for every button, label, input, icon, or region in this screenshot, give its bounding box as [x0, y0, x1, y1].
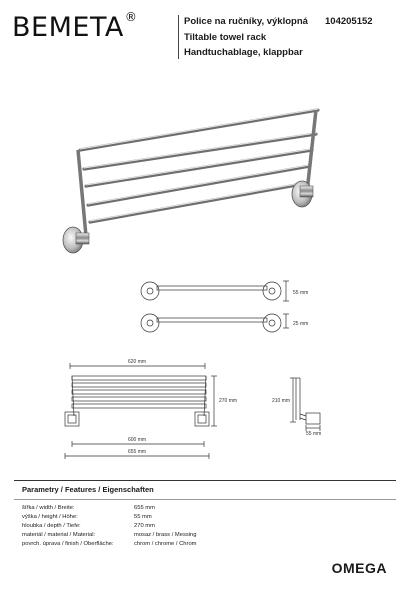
parameter-row [22, 513, 292, 522]
parameters-bottom-rule [14, 499, 396, 500]
parameter-row [22, 504, 292, 513]
parameter-value: 270 mm [134, 523, 155, 529]
parameters-title: Parametry / Features / Eigenschaften [22, 485, 154, 494]
parameter-row [22, 540, 292, 549]
title-english: Tiltable towel rack [184, 32, 267, 43]
parameters-top-rule [14, 480, 396, 481]
dim-front-width-inner: 600 mm [128, 437, 147, 443]
parameter-row [22, 522, 292, 531]
title-czech: Police na ručníky, výklopná [184, 16, 308, 27]
parameter-value: 55 mm [134, 514, 152, 520]
parameter-label: hloubka / depth / Tiefe: [22, 523, 81, 529]
parameter-label: povrch. úprava / finish / Oberfläche: [22, 541, 114, 547]
dim-front-height: 270 mm [219, 398, 238, 404]
series-name: OMEGA [331, 560, 387, 576]
parameter-row [22, 531, 292, 540]
parameter-value: chrom / chrome / Chrom [134, 541, 197, 547]
parameter-value: mosaz / brass / Messing [134, 532, 197, 538]
dim-top-depth: 25 mm [293, 321, 309, 327]
parameter-label: šířka / width / Breite: [22, 505, 75, 511]
parameter-value: 655 mm [134, 505, 155, 511]
dim-side-depth: 55 mm [306, 431, 322, 437]
dim-front-width-total: 655 mm [128, 449, 147, 455]
dim-top-height: 55 mm [293, 290, 309, 296]
title-german: Handtuchablage, klappbar [184, 47, 303, 58]
parameter-label: výška / height / Höhe: [22, 514, 78, 520]
parameter-label: materiál / material / Material: [22, 532, 96, 538]
registered-mark: ® [124, 10, 138, 24]
dim-front-width-top: 620 mm [128, 359, 147, 365]
brand-name: BEMETA [12, 12, 124, 43]
dim-side-height: 210 mm [272, 398, 291, 404]
product-code: 104205152 [325, 16, 373, 27]
